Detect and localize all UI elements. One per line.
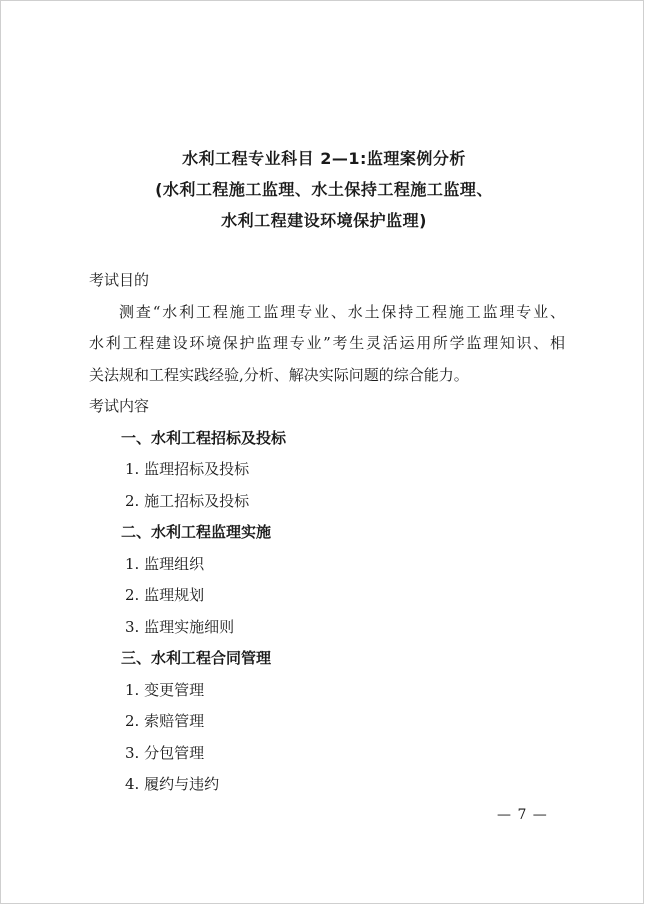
page-number: — 7 — (497, 807, 548, 823)
section-heading: 三、水利工程合同管理 (121, 649, 272, 667)
list-item: 3. 分包管理 (125, 743, 205, 762)
title-line-1: 水利工程专业科目 2—1:监理案例分析 (182, 149, 466, 168)
purpose-paragraph-line-1: 测查“水利工程施工监理专业、水土保持工程施工监理专业、 (119, 302, 565, 321)
list-item: 1. 变更管理 (125, 680, 205, 699)
title-line-2: (水利工程施工监理、水土保持工程施工监理、 (155, 180, 493, 199)
document-title (1, 143, 646, 236)
list-item: 2. 监理规划 (125, 586, 205, 604)
list-item: 1. 监理招标及投标 (125, 460, 250, 478)
list-item: 4. 履约与违约 (125, 775, 220, 793)
section-heading: 一、水利工程招标及投标 (121, 428, 287, 447)
document-body (89, 265, 565, 801)
list-item: 3. 监理实施细则 (125, 617, 235, 636)
list-item: 1. 监理组织 (125, 554, 205, 573)
content-heading: 考试内容 (89, 397, 150, 415)
section-heading: 二、水利工程监理实施 (121, 523, 272, 541)
purpose-paragraph-line-3: 关法规和工程实践经验,分析、解决实际问题的综合能力。 (89, 365, 469, 384)
list-item: 2. 施工招标及投标 (125, 491, 250, 510)
list-item: 2. 索赔管理 (125, 712, 205, 730)
purpose-paragraph-line-2: 水利工程建设环境保护监理专业”考生灵活运用所学监理知识、相 (89, 334, 565, 352)
title-line-3: 水利工程建设环境保护监理) (221, 211, 427, 230)
purpose-heading: 考试目的 (89, 271, 150, 289)
